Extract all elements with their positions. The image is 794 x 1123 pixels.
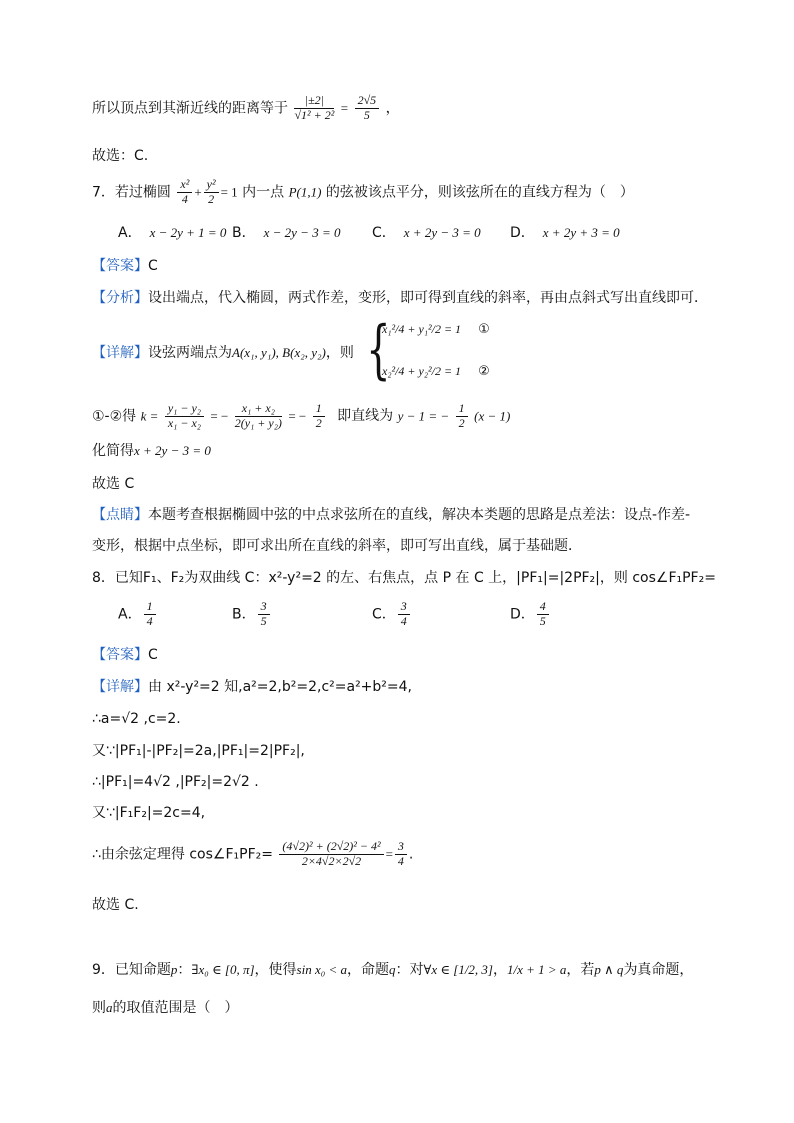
q7-ellipse-y-num: y²: [204, 178, 219, 193]
q7-stem-c: 的弦被该点平分，则该弦所在的直线方程为（ ）: [325, 184, 634, 201]
q6-suffix: ，: [385, 100, 400, 117]
q6-frac2: [355, 94, 380, 123]
q9-sin: sin x₀ < a: [296, 962, 348, 977]
q7-simplify-text: 化简得: [92, 443, 134, 459]
q7-k-f2-num: x₁ + x₂: [235, 402, 282, 417]
q7-detail-b: ，则: [325, 345, 354, 361]
q9-h: 为真命题，: [623, 962, 694, 978]
q9-e: ：对: [395, 962, 424, 978]
q8-option-c-frac: [398, 600, 410, 629]
q6-frac1-den: √1² + 2²: [294, 107, 335, 122]
q8-cos-res-num: 3: [395, 840, 407, 855]
q7-analysis: [92, 290, 708, 307]
q8-detail-5: 又∵|F₁F₂|=2c=4,: [92, 805, 206, 821]
q9-exist: ∃x₀ ∈ [0, π]: [191, 962, 255, 977]
q9-ineq: 1/x + 1 > a: [506, 962, 567, 977]
q7-point-1-text: 本题考查根据椭圆中弦的中点求弦所在的直线，解决本类题的思路是点差法：设点-作差-: [148, 507, 691, 523]
q7-sys2-mark: ②: [478, 364, 490, 379]
q8-option-a-den: 4: [146, 613, 153, 628]
q7-point: P(1,1): [288, 184, 322, 200]
q7-stem-a: 7．若过椭圆: [92, 184, 171, 201]
q7-analysis-text: 设出端点，代入椭圆，两式作差，变形，即可得到直线的斜率，再由点斜式写出直线即可．: [148, 290, 708, 306]
q9-f: ，: [492, 962, 507, 978]
q8-detail-4: ∴|PF₁|=4√2 ,|PF₂|=2√2 .: [92, 774, 259, 790]
q6-answer: 故选：C.: [92, 148, 149, 164]
q9-p: p: [170, 962, 178, 977]
q8-answer: [92, 647, 158, 664]
q8-cosine-line: [92, 840, 413, 869]
q7-option-d: [510, 222, 620, 242]
q8-cos-frac: [279, 840, 383, 869]
q7-option-b-text: x − 2y − 3 = 0: [263, 225, 341, 240]
q8-option-d-label: D．: [510, 606, 535, 623]
q9-line-1: [92, 962, 693, 979]
q9-line2-a: 则: [92, 1000, 106, 1016]
q9-alpha: a: [106, 1000, 113, 1015]
q6-frac1-num: |±2|: [294, 94, 334, 109]
q7-slope-line: [92, 402, 510, 431]
q7-k-frac3: [313, 402, 325, 431]
q7-system-eq2: [382, 364, 490, 379]
q7-line-f-num: 1: [456, 402, 468, 417]
q7-detail: [92, 345, 354, 362]
q7-sys2: x₂²/4 + y₂²/2 = 1: [382, 364, 462, 378]
q7-k-lhs: k =: [140, 408, 159, 424]
q7-ellipse-y-den: 2: [208, 191, 215, 206]
q9-line2-b: 的取值范围是（ ）: [112, 1000, 239, 1016]
q8-option-a-num: 1: [144, 600, 156, 615]
q7-k-mid: = −: [210, 408, 229, 424]
q7-answer: [92, 258, 158, 275]
q8-option-b-den: 5: [260, 613, 267, 628]
q7-k-f3-num: 1: [313, 402, 325, 417]
q7-ellipse-x: [177, 178, 192, 207]
q8-cos-den: 2×4√2×2√2: [301, 853, 362, 868]
q7-answer-tag: 【答案】: [92, 258, 148, 274]
q8-detail-3: 又∵|PF₁|-|PF₂|=2a,|PF₁|=2|PF₂|,: [92, 743, 305, 759]
system-brace: {: [366, 313, 391, 387]
q6-distance-line: [92, 94, 400, 123]
q9-a: 9．已知命题: [92, 962, 171, 978]
q6-frac2-num: 2√5: [355, 94, 380, 109]
q6-frac1: [294, 94, 334, 123]
q7-detail-a: 设弦两端点为: [148, 345, 232, 361]
q7-ellipse-x-num: x²: [177, 178, 192, 193]
q7-stem: 7．若过椭圆 $\frac{\text{x²}}{4}$ + $\frac{\text{y²}}{2}$ = 1 内一点 P(1,1) 的弦被该点平分，则该弦所在的直线方程为（ ）: [92, 177, 634, 206]
q8-detail-1: [92, 679, 412, 696]
q7-point-2: 变形，根据中点坐标，即可求出所在直线的斜率，即可写出直线，属于基础题．: [92, 538, 582, 554]
q8-cos-end: .: [408, 846, 414, 863]
q6-eq: =: [340, 100, 349, 116]
q8-option-b-num: 3: [258, 600, 270, 615]
q8-option-c: [372, 600, 412, 629]
q7-option-c-text: x + 2y − 3 = 0: [403, 225, 481, 240]
q8-detail-tag: 【详解】: [92, 679, 148, 695]
q7-k-f1-den: x₁ − x₂: [167, 415, 201, 430]
q7-system-eq1: [382, 322, 490, 337]
q8-cos-eq: =: [385, 846, 393, 862]
q9-g: ，若: [566, 962, 595, 978]
q8-option-d-den: 5: [539, 613, 546, 628]
q8-option-c-label: C．: [372, 606, 396, 623]
q9-forall: ∀x ∈ [1/2, 3]: [423, 962, 493, 977]
q9-b: ：: [177, 962, 192, 978]
q7-simplify: [92, 443, 211, 460]
q7-diff-label: ①-②得: [92, 408, 137, 425]
q7-option-a-text: x − 2y + 1 = 0: [149, 225, 227, 240]
q7-k-f2-den: 2(y₁ + y₂): [234, 415, 282, 430]
q7-k-frac2: [235, 402, 282, 431]
q7-k-frac1: [165, 402, 204, 431]
q7-option-b: [232, 222, 340, 242]
q8-option-c-num: 3: [398, 600, 410, 615]
q7-k-f3-den: 2: [315, 415, 322, 430]
q8-option-b: [232, 600, 272, 629]
q7-sys1: x₁²/4 + y₁²/2 = 1: [382, 322, 462, 336]
q7-stem-b: 内一点: [242, 184, 285, 201]
q8-cos-res: [395, 840, 407, 869]
q8-choose: 故选 C.: [92, 897, 139, 913]
q7-detail-tag: 【详解】: [92, 345, 148, 361]
q7-line-frac: [456, 402, 468, 431]
q7-k-eq: = −: [288, 408, 307, 424]
q7-line-f-den: 2: [458, 415, 465, 430]
q9-line-2: [92, 1000, 239, 1017]
q7-line-rhs: (x − 1): [474, 408, 511, 424]
q7-option-b-label: B．: [232, 225, 256, 241]
q9-q: q: [389, 962, 396, 977]
q9-d: ，命题: [347, 962, 390, 978]
q8-option-b-frac: [258, 600, 270, 629]
q8-stem: 8．已知F₁、F₂为双曲线 C：x²-y²=2 的左、右焦点，点 P 在 C 上，|PF₁|=|2PF₂|，则 cos∠F₁PF₂=: [92, 570, 716, 586]
q8-option-a-frac: [144, 600, 156, 629]
q7-line-text: 即直线为: [337, 408, 394, 425]
q8-answer-tag: 【答案】: [92, 647, 148, 663]
q8-option-b-label: B．: [232, 606, 256, 623]
q7-line-lhs: y − 1 = −: [397, 408, 450, 424]
q7-point-1: [92, 507, 690, 524]
q7-option-a: [118, 222, 226, 242]
q8-cos-res-den: 4: [397, 853, 404, 868]
q8-detail-2: ∴a=√2 ,c=2.: [92, 711, 181, 727]
q7-option-c-label: C．: [372, 225, 396, 241]
q7-k-f1-num: y₁ − y₂: [165, 402, 204, 417]
q8-option-a-label: A．: [118, 606, 142, 623]
q8-cos-text: ∴由余弦定理得 cos∠F₁PF₂=: [92, 846, 273, 863]
q6-prefix: 所以顶点到其渐近线的距离等于: [92, 100, 288, 117]
q7-simplify-eq: x + 2y − 3 = 0: [134, 443, 211, 458]
q9-pq: p ∧ q: [594, 962, 624, 977]
q7-option-a-label: A．: [118, 225, 142, 241]
q8-option-a: [118, 600, 158, 629]
q7-answer-value: C: [148, 258, 158, 274]
q6-frac2-den: 5: [363, 107, 370, 122]
q7-ellipse-x-den: 4: [181, 191, 188, 206]
q7-option-d-label: D．: [510, 225, 535, 241]
q8-detail-1-text: 由 x²-y²=2 知,a²=2,b²=2,c²=a²+b²=4,: [148, 679, 413, 695]
q8-option-d-num: 4: [537, 600, 549, 615]
q8-option-d-frac: [537, 600, 549, 629]
q7-points: A(x₁, y₁), B(x₂, y₂): [232, 345, 326, 360]
q7-ellipse-y: [204, 178, 219, 207]
q7-sys1-mark: ①: [478, 322, 490, 337]
q8-option-c-den: 4: [400, 613, 407, 628]
q7-choose: 故选 C: [92, 476, 135, 492]
q7-analysis-tag: 【分析】: [92, 290, 148, 306]
q9-c: ，使得: [254, 962, 297, 978]
q8-option-d: [510, 600, 551, 629]
q8-answer-value: C: [148, 647, 158, 663]
q7-option-c: [372, 222, 481, 242]
q7-ellipse-rhs: = 1: [220, 184, 238, 200]
q7-option-d-text: x + 2y + 3 = 0: [542, 225, 620, 240]
q7-point-tag: 【点睛】: [92, 507, 148, 523]
q8-cos-num: (4√2)² + (2√2)² − 4²: [279, 840, 383, 855]
